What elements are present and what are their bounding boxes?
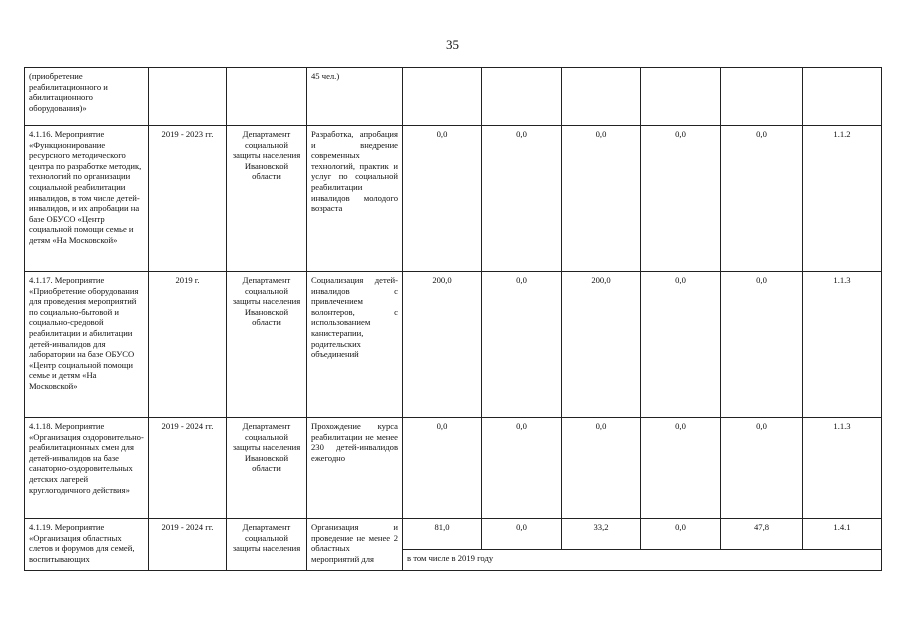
activity-name: (приобретение реабилитационного и абилитационного оборудования)»: [25, 68, 149, 126]
funding-federal: [482, 68, 562, 126]
funding-federal: 0,0: [482, 519, 562, 550]
table-row: [25, 272, 882, 418]
table-row: [25, 126, 882, 272]
funding-regional: 0,0: [562, 126, 641, 272]
activity-period: 2019 - 2024 гг.: [149, 519, 227, 571]
funding-regional: 200,0: [562, 272, 641, 418]
activity-executor: [227, 68, 307, 126]
activity-result: 45 чел.): [307, 68, 403, 126]
funding-local: 0,0: [641, 272, 721, 418]
funding-local: 0,0: [641, 126, 721, 272]
activity-period: 2019 г.: [149, 272, 227, 418]
funding-total: 0,0: [403, 126, 482, 272]
indicator-code: 1.4.1: [803, 519, 882, 550]
funding-local: [641, 68, 721, 126]
funding-other: 0,0: [721, 126, 803, 272]
funding-other: 47,8: [721, 519, 803, 550]
funding-total: 0,0: [403, 418, 482, 519]
activity-result: Организация и проведение не менее 2 областных мероприятий для: [307, 519, 403, 571]
funding-local: 0,0: [641, 519, 721, 550]
activity-name: 4.1.19. Мероприятие «Организация областных слетов и форумов для семей, воспитывающих: [25, 519, 149, 571]
funding-federal: 0,0: [482, 126, 562, 272]
indicator-code: 1.1.3: [803, 418, 882, 519]
funding-other: [721, 68, 803, 126]
funding-local: 0,0: [641, 418, 721, 519]
funding-regional: 0,0: [562, 418, 641, 519]
funding-regional: 33,2: [562, 519, 641, 550]
activity-result: Прохождение курса реабилитации не менее 230 детей-инвалидов ежегодно: [307, 418, 403, 519]
activity-result: Социализация детей-инвалидов с привлечением волонтеров, с использованием канистерапии, родительских объединений: [307, 272, 403, 418]
table-row: [25, 68, 882, 126]
activity-executor: Департамент социальной защиты населения Ивановской области: [227, 126, 307, 272]
indicator-code: 1.1.3: [803, 272, 882, 418]
funding-federal: 0,0: [482, 272, 562, 418]
activity-executor: Департамент социальной защиты населения: [227, 519, 307, 571]
indicator-code: [803, 68, 882, 126]
funding-total: 200,0: [403, 272, 482, 418]
activity-name: 4.1.17. Мероприятие «Приобретение оборудования для проведения мероприятий по социально-бытовой и социально-средовой реабилитации и абилитации детей-инвалидов для лаборатории на базе ОБУСО «Центр социальной помощи семье и детям «На Московской»: [25, 272, 149, 418]
activity-result: Разработка, апробация и внедрение современных технологий, практик и услуг по социальной реабилитации инвалидов молодого возраста: [307, 126, 403, 272]
funding-federal: 0,0: [482, 418, 562, 519]
activity-period: 2019 - 2023 гг.: [149, 126, 227, 272]
activity-executor: Департамент социальной защиты населения Ивановской области: [227, 418, 307, 519]
activities-table: [24, 67, 882, 571]
funding-other: 0,0: [721, 272, 803, 418]
table-row: [25, 519, 882, 550]
year-note: в том числе в 2019 году: [403, 550, 882, 571]
funding-other: 0,0: [721, 418, 803, 519]
funding-regional: [562, 68, 641, 126]
funding-total: [403, 68, 482, 126]
activity-period: [149, 68, 227, 126]
activity-name: 4.1.18. Мероприятие «Организация оздоровительно-реабилитационных смен для детей-инвалидов на базе санаторно-оздоровительных детских лагерей круглогодичного действия»: [25, 418, 149, 519]
activity-period: 2019 - 2024 гг.: [149, 418, 227, 519]
funding-total: 81,0: [403, 519, 482, 550]
page-number: 35: [446, 37, 459, 52]
activity-executor: Департамент социальной защиты населения Ивановской области: [227, 272, 307, 418]
activity-name: 4.1.16. Мероприятие «Функционирование ресурсного методического центра по разработке методик, технологий по организации социальной реабилитации инвалидов, в том числе детей-инвалидов, и их апробации на базе ОБУСО «Центр социальной помощи семье и детям «На Московской»: [25, 126, 149, 272]
indicator-code: 1.1.2: [803, 126, 882, 272]
table-row: [25, 418, 882, 519]
